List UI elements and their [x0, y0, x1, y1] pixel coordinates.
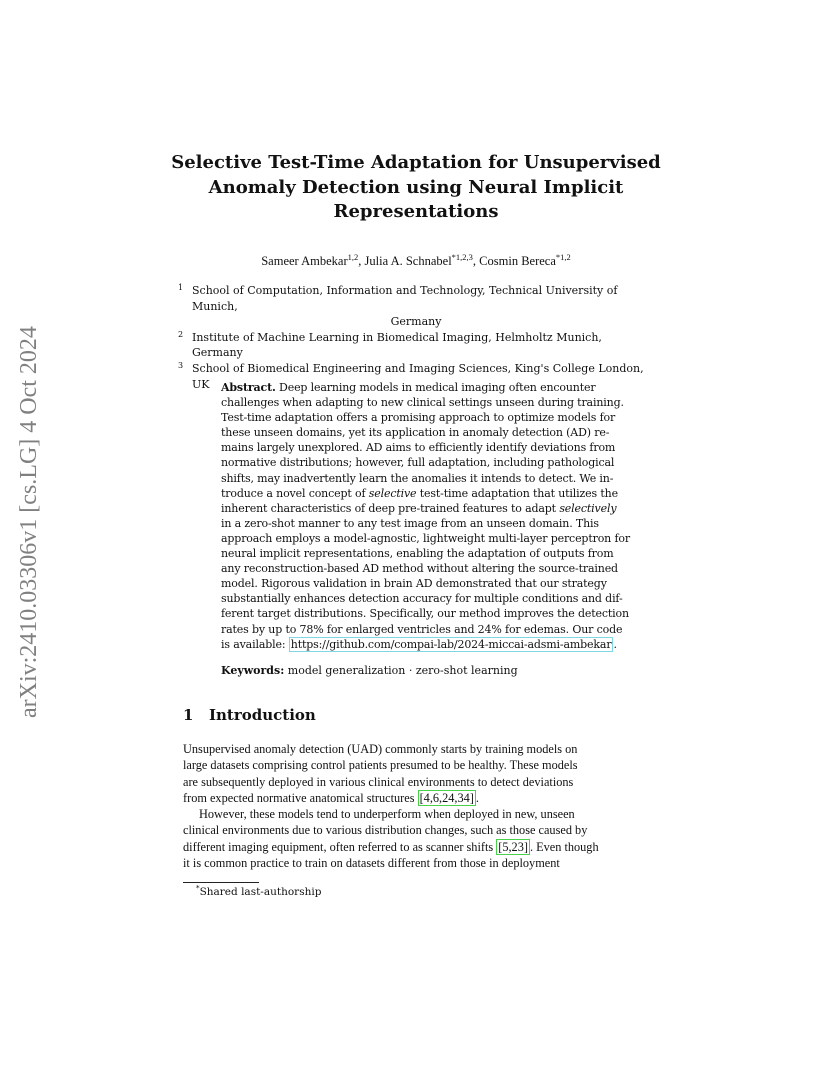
author-affiliation-marker: *1,2,3 [451, 251, 473, 262]
body-line: . [475, 790, 479, 805]
section-title: Introduction [209, 706, 316, 724]
section-heading [183, 706, 316, 724]
body-text [183, 741, 652, 871]
author-separator: , [472, 254, 480, 268]
affiliation-text-continued: Germany [390, 315, 442, 329]
body-line: large datasets comprising control patients presumed to be healthy. These models [183, 758, 578, 773]
code-repository-link[interactable]: https://github.com/compai-lab/2024-miccai-adsmi-ambekar [290, 637, 612, 651]
author-name: Julia A. Schnabel [364, 254, 452, 268]
citation-link[interactable]: [4,6,24,34] [419, 790, 474, 805]
section-number: 1 [183, 706, 194, 724]
affiliation-item [178, 283, 654, 330]
body-line: clinical environments due to various distribution changes, such as those caused by [183, 823, 588, 838]
affiliation-text: School of Biomedical Engineering and Imaging Sciences, King's College London, UK [192, 361, 644, 391]
body-line: from expected normative anatomical structures [183, 790, 418, 805]
paper-title [150, 151, 682, 225]
abstract-text: is available: [221, 637, 289, 651]
abstract-text: in a zero-shot manner to any test image from an unseen domain. This [221, 516, 599, 530]
footnote-mark: * [196, 883, 200, 893]
abstract-text: troduce a novel concept of [221, 486, 369, 500]
author-name: Sameer Ambekar [261, 254, 348, 268]
author-list [150, 251, 682, 269]
affiliation-number: 3 [178, 360, 184, 370]
abstract-text: any reconstruction-based AD method without altering the source-trained [221, 562, 618, 576]
abstract-text: ferent target distributions. Specifically, our method improves the detection [221, 607, 629, 621]
footnote [196, 883, 322, 898]
abstract-text: mains largely unexplored. AD aims to efficiently identify deviations from [221, 441, 616, 455]
author-separator: , [358, 254, 365, 268]
affiliation-item [178, 330, 654, 361]
keywords-label: Keywords: [221, 664, 285, 677]
abstract [221, 380, 630, 652]
keywords-text: model generalization · zero-shot learning [287, 664, 518, 677]
abstract-text: Test-time adaptation offers a promising approach to optimize models for [221, 411, 616, 425]
abstract-text: normative distributions; however, full adaptation, including pathological [221, 456, 615, 470]
citation-link[interactable]: [5,23] [498, 839, 528, 854]
abstract-text: these unseen domains, yet its application in anomaly detection (AD) re- [221, 426, 610, 440]
title-line: Anomaly Detection using Neural Implicit [208, 176, 624, 198]
body-line: it is common practice to train on datasets different from those in deployment [183, 856, 560, 871]
arxiv-identifier-stamp: arXiv:2410.03306v1 [cs.LG] 4 Oct 2024 [16, 326, 42, 718]
abstract-emphasis: selective [368, 486, 417, 500]
body-line: different imaging equipment, often referred to as scanner shifts [183, 839, 497, 854]
abstract-text: substantially enhances detection accuracy for multiple conditions and dif- [221, 592, 623, 606]
body-line: are subsequently deployed in various clinical environments to detect deviations [183, 774, 574, 789]
author-affiliation-marker: 1,2 [347, 251, 359, 262]
abstract-text: rates by up to 78% for enlarged ventricles and 24% for edemas. Our code [221, 622, 623, 636]
affiliation-number: 2 [178, 329, 184, 339]
abstract-text: model. Rigorous validation in brain AD demonstrated that our strategy [221, 577, 607, 591]
affiliation-number: 1 [178, 283, 184, 292]
affiliation-text: Institute of Machine Learning in Biomedical Imaging, Helmholtz Munich, Germany [192, 330, 602, 360]
author-name: Cosmin Bereca [479, 254, 556, 268]
title-line: Representations [333, 201, 499, 222]
abstract-text: . [613, 637, 617, 651]
abstract-text: test-time adaptation that utilizes the [416, 486, 618, 500]
author-affiliation-marker: *1,2 [555, 251, 571, 262]
affiliation-text: School of Computation, Information and Technology, Technical University of Munich, [192, 284, 618, 313]
abstract-text: inherent characteristics of deep pre-trained features to adapt [221, 501, 560, 515]
body-line: . Even though [529, 839, 599, 854]
abstract-text: approach employs a model-agnostic, lightweight multi-layer perceptron for [221, 531, 630, 545]
abstract-text: shifts, may inadvertently learn the anomalies it intends to detect. We in- [221, 471, 614, 485]
keywords [221, 664, 518, 677]
footnote-rule [183, 882, 259, 883]
abstract-text: challenges when adapting to new clinical settings unseen during training. [221, 396, 624, 410]
abstract-text: neural implicit representations, enabling the adaptation of outputs from [221, 547, 614, 561]
body-line: Unsupervised anomaly detection (UAD) commonly starts by training models on [183, 742, 578, 756]
body-line: However, these models tend to underperform when deployed in new, unseen [199, 807, 575, 822]
title-line: Selective Test-Time Adaptation for Unsupervised [171, 152, 661, 173]
affiliation-list [178, 283, 654, 392]
abstract-label: Abstract. [221, 381, 276, 394]
abstract-emphasis: selectively [559, 501, 617, 515]
footnote-text: Shared last-authorship [199, 886, 322, 898]
abstract-text: Deep learning models in medical imaging often encounter [279, 381, 596, 394]
